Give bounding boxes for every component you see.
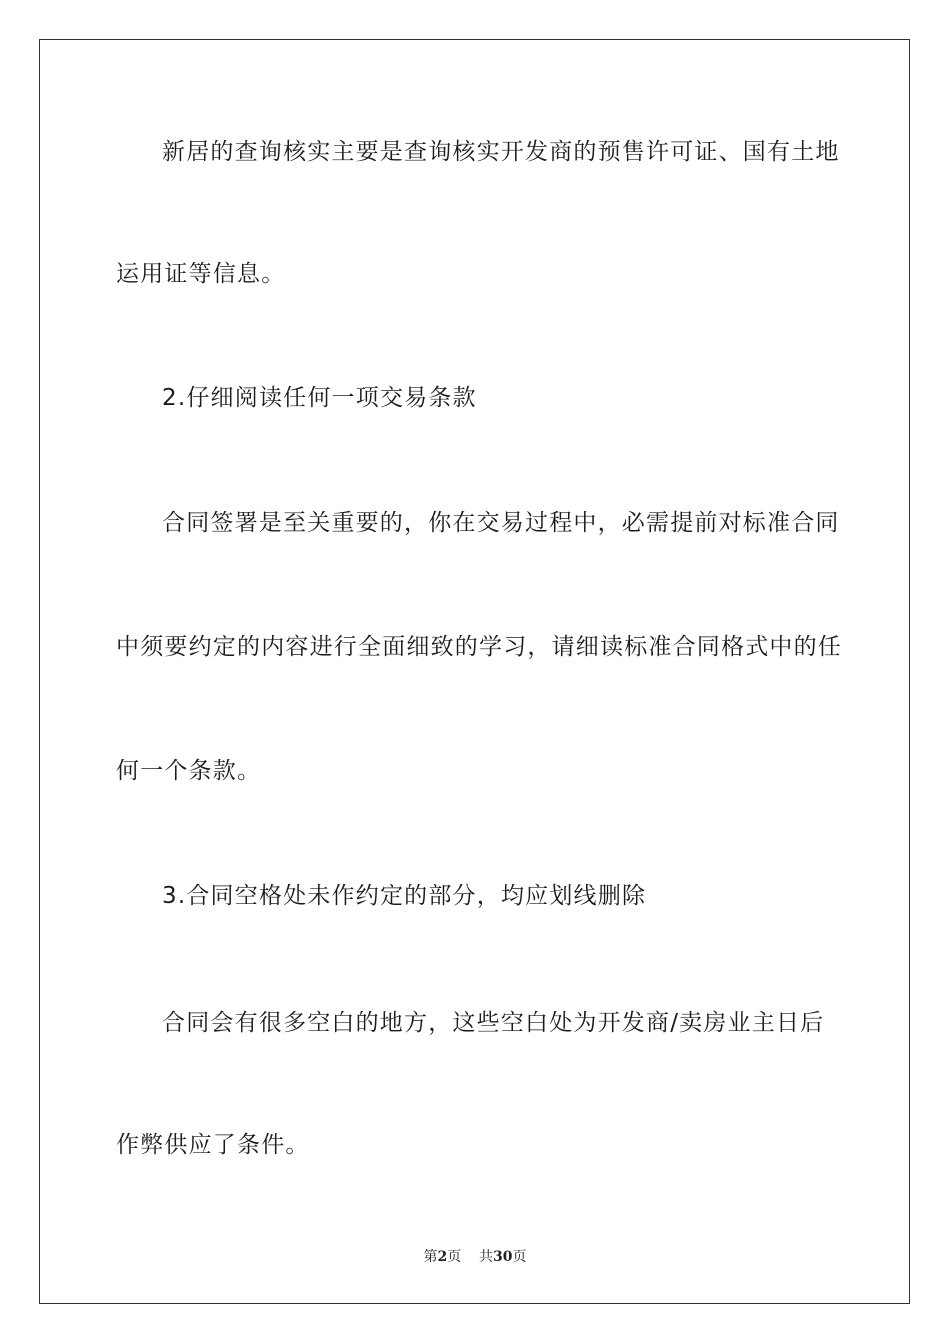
- section-heading-2: 2.仔细阅读任何一项交易条款: [162, 385, 477, 411]
- paragraph-line-2: 运用证等信息。: [116, 261, 286, 287]
- page-border: [39, 39, 910, 1304]
- section-heading-3: 3.合同空格处未作约定的部分，均应划线删除: [162, 883, 647, 909]
- footer-total-suffix: 页: [512, 1249, 527, 1265]
- paragraph-line-4: 中须要约定的内容进行全面细致的学习，请细读标准合同格式中的任: [116, 634, 842, 660]
- footer-prefix: 第: [423, 1249, 438, 1265]
- paragraph-line-5: 何一个条款。: [116, 758, 262, 784]
- footer-page-number: 2: [437, 1249, 448, 1265]
- page-footer: [0, 1246, 950, 1266]
- footer-page-suffix: 页: [447, 1249, 462, 1265]
- footer-total-pages: 30: [493, 1249, 513, 1265]
- paragraph-line-1: 新居的查询核实主要是查询核实开发商的预售许可证、国有土地: [162, 139, 840, 165]
- paragraph-line-3: 合同签署是至关重要的，你在交易过程中，必需提前对标准合同: [162, 510, 840, 536]
- paragraph-line-6: 合同会有很多空白的地方，这些空白处为开发商/卖房业主日后: [162, 1010, 825, 1036]
- footer-total-prefix: 共: [479, 1249, 494, 1265]
- paragraph-line-7: 作弊供应了条件。: [116, 1132, 310, 1158]
